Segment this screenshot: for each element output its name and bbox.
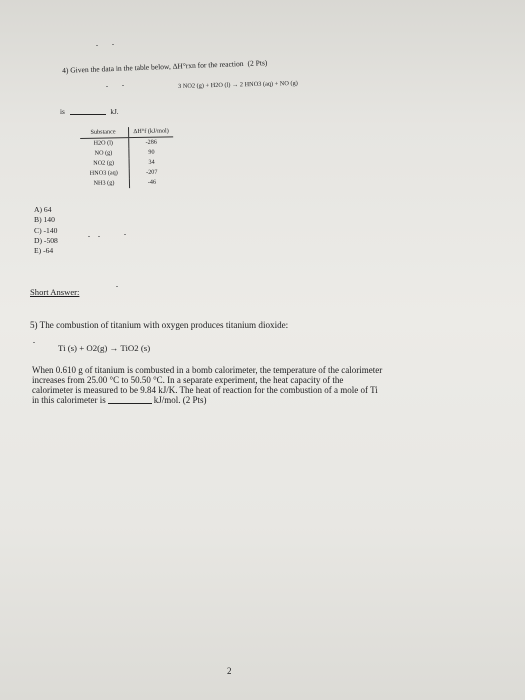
- page-number: 2: [227, 666, 232, 676]
- question-4-answer-line: [60, 108, 119, 116]
- answer-blank: [108, 403, 152, 404]
- table-cell-substance: NH3 (g): [81, 178, 130, 189]
- last-line-end: kJ/mol. (2 Pts): [153, 395, 207, 405]
- question-5-paragraph: [32, 365, 382, 405]
- choice-b: B) 140: [34, 215, 55, 225]
- unit-label: kJ.: [110, 108, 119, 116]
- is-label: is: [60, 108, 65, 116]
- question-4-choices: [34, 205, 58, 256]
- last-line-start: in this calorimeter is: [32, 395, 106, 405]
- table-cell-enthalpy: -286: [145, 138, 157, 146]
- short-answer-heading: Short Answer:: [30, 287, 80, 297]
- table-cell-substance: NO2 (g): [81, 158, 130, 169]
- choice-c: C) -140: [34, 225, 58, 235]
- answer-blank: [70, 114, 106, 115]
- question-5-reaction: Ti (s) + O2(g) → TiO2 (s): [58, 343, 151, 353]
- table-header-enthalpy: ΔH°f (kJ/mol): [133, 127, 169, 136]
- paragraph-line: calorimeter is measured to be 9.84 kJ/K. The heat of reaction for the combustion of a mole of Ti: [32, 385, 378, 395]
- speck: [88, 236, 90, 237]
- question-4-text: 4) Given the data in the table below, ΔH°rxn for the reaction: [62, 59, 244, 75]
- speck: [122, 85, 124, 86]
- speck: [106, 86, 108, 87]
- speck: [96, 45, 98, 46]
- speck: [98, 236, 100, 237]
- table-cell-substance: H2O (l): [80, 138, 129, 149]
- table-cell-enthalpy: -46: [147, 178, 157, 186]
- choice-d: D) -508: [34, 235, 58, 245]
- table-cell-enthalpy: 34: [148, 158, 155, 166]
- table-cell-substance: HNO3 (aq): [81, 168, 130, 179]
- choice-e: E) -64: [34, 246, 54, 256]
- speck: [33, 342, 35, 343]
- question-5-title: 5) The combustion of titanium with oxygen produces titanium dioxide:: [30, 320, 289, 330]
- paragraph-last-line: [32, 395, 382, 405]
- paragraph-line: increases from 25.00 °C to 50.50 °C. In a separate experiment, the heat capacity of the: [32, 375, 344, 385]
- question-4-points: (2 Pts): [247, 58, 268, 68]
- paragraph-line: When 0.610 g of titanium is combusted in a bomb calorimeter, the temperature of the calorimeter: [32, 365, 383, 375]
- question-4-equation: 3 NO2 (g) + H2O (l) → 2 HNO3 (aq) + NO (g): [178, 79, 298, 90]
- choice-a: A) 64: [34, 205, 52, 214]
- table-cell-enthalpy: 90: [148, 148, 155, 156]
- table-row: [81, 177, 174, 189]
- table-cell-enthalpy: -207: [146, 168, 158, 176]
- speck: [116, 286, 118, 287]
- enthalpy-table: [80, 126, 174, 189]
- table-header-substance: Substance: [80, 127, 129, 138]
- question-4-prompt: [62, 58, 267, 75]
- speck: [124, 234, 126, 235]
- speck: [112, 44, 114, 45]
- table-cell-substance: NO (g): [80, 148, 129, 159]
